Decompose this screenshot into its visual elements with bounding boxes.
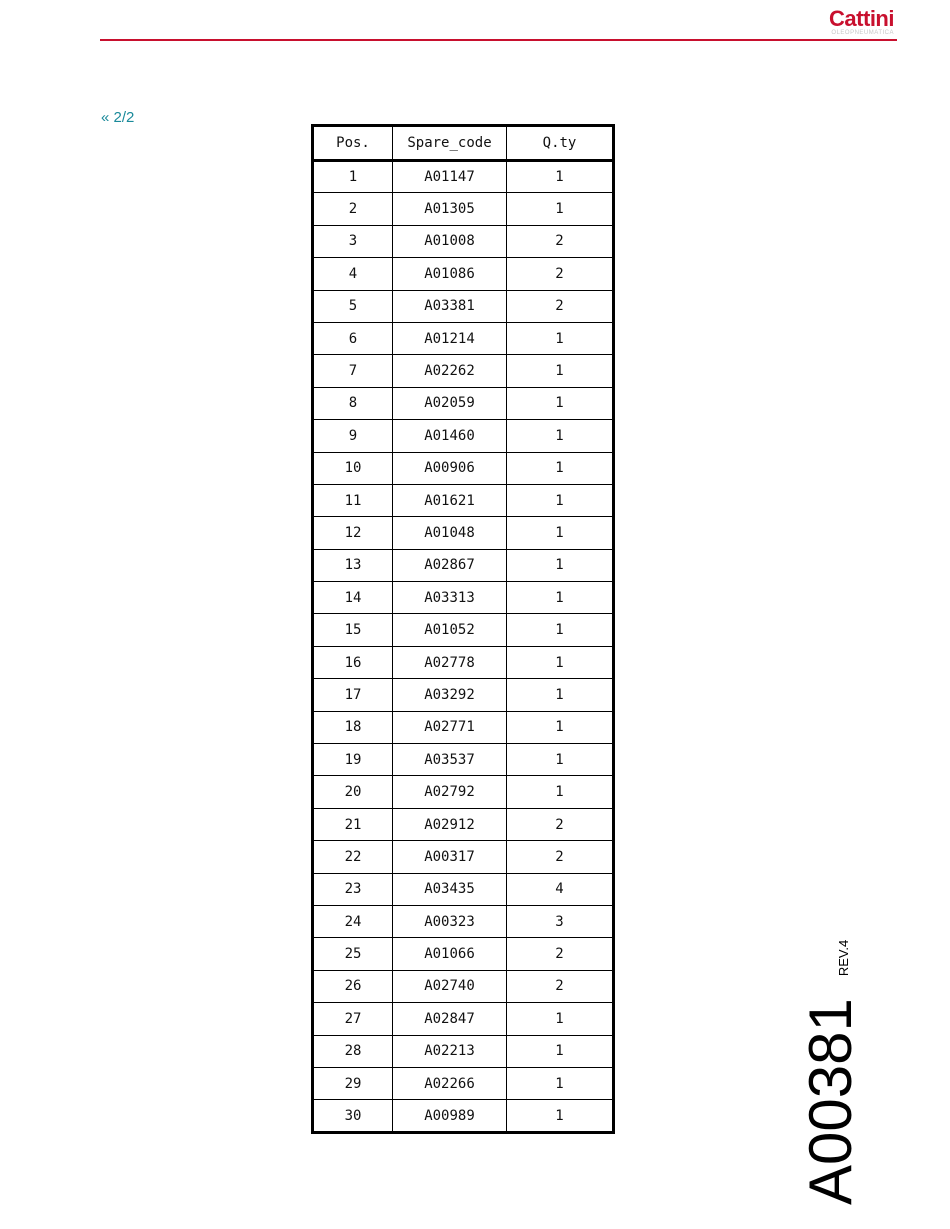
table-row	[313, 193, 614, 225]
cell-qty: 1	[507, 646, 614, 678]
cell-pos: 19	[313, 744, 393, 776]
cell-spare-code: A01305	[393, 193, 507, 225]
table-row	[313, 841, 614, 873]
cell-spare-code: A00317	[393, 841, 507, 873]
cell-pos: 13	[313, 549, 393, 581]
cell-spare-code: A02213	[393, 1035, 507, 1067]
table-row	[313, 614, 614, 646]
cell-pos: 20	[313, 776, 393, 808]
table-row	[313, 808, 614, 840]
cell-spare-code: A01052	[393, 614, 507, 646]
table-row	[313, 582, 614, 614]
cell-qty: 1	[507, 193, 614, 225]
table-body	[313, 161, 614, 1133]
cell-pos: 1	[313, 161, 393, 193]
cell-spare-code: A01147	[393, 161, 507, 193]
table-row	[313, 776, 614, 808]
cell-spare-code: A02778	[393, 646, 507, 678]
header-pos: Pos.	[313, 126, 393, 161]
cell-pos: 30	[313, 1100, 393, 1132]
logo-subtitle: OLEOPNEUMATICA	[831, 30, 894, 36]
table-row	[313, 646, 614, 678]
table-row	[313, 355, 614, 387]
table-row	[313, 517, 614, 549]
table-row	[313, 744, 614, 776]
table-row	[313, 549, 614, 581]
cell-spare-code: A02266	[393, 1067, 507, 1099]
cell-qty: 1	[507, 614, 614, 646]
cell-pos: 6	[313, 322, 393, 354]
cell-spare-code: A00323	[393, 905, 507, 937]
cell-qty: 1	[507, 1100, 614, 1132]
table-row	[313, 161, 614, 193]
cell-pos: 2	[313, 193, 393, 225]
table-row	[313, 258, 614, 290]
cell-qty: 1	[507, 161, 614, 193]
cell-spare-code: A03537	[393, 744, 507, 776]
cell-qty: 1	[507, 1003, 614, 1035]
cell-qty: 4	[507, 873, 614, 905]
cell-pos: 5	[313, 290, 393, 322]
cell-pos: 15	[313, 614, 393, 646]
cell-qty: 2	[507, 938, 614, 970]
cell-spare-code: A01086	[393, 258, 507, 290]
cell-spare-code: A02847	[393, 1003, 507, 1035]
spare-parts-table	[311, 124, 615, 1134]
table-row	[313, 225, 614, 257]
cell-qty: 1	[507, 517, 614, 549]
table-row	[313, 1035, 614, 1067]
table-row	[313, 322, 614, 354]
cell-spare-code: A02059	[393, 387, 507, 419]
cell-spare-code: A03292	[393, 679, 507, 711]
cell-spare-code: A03435	[393, 873, 507, 905]
table-row	[313, 873, 614, 905]
cell-pos: 24	[313, 905, 393, 937]
cell-pos: 9	[313, 420, 393, 452]
cell-qty: 1	[507, 679, 614, 711]
cell-pos: 28	[313, 1035, 393, 1067]
table-row	[313, 711, 614, 743]
cell-qty: 2	[507, 970, 614, 1002]
cell-pos: 8	[313, 387, 393, 419]
table-row	[313, 290, 614, 322]
cell-qty: 2	[507, 225, 614, 257]
table-row	[313, 484, 614, 516]
cell-pos: 25	[313, 938, 393, 970]
cell-qty: 1	[507, 484, 614, 516]
cell-pos: 4	[313, 258, 393, 290]
table-row	[313, 970, 614, 1002]
cell-pos: 7	[313, 355, 393, 387]
cell-pos: 21	[313, 808, 393, 840]
cell-pos: 16	[313, 646, 393, 678]
cell-pos: 14	[313, 582, 393, 614]
logo-name: Cattini	[829, 6, 894, 31]
cell-spare-code: A02912	[393, 808, 507, 840]
document-code: A00381	[797, 998, 864, 1205]
cell-qty: 1	[507, 322, 614, 354]
header-qty: Q.ty	[507, 126, 614, 161]
cell-spare-code: A03381	[393, 290, 507, 322]
cell-spare-code: A01621	[393, 484, 507, 516]
cell-spare-code: A01214	[393, 322, 507, 354]
cell-qty: 3	[507, 905, 614, 937]
cell-qty: 2	[507, 258, 614, 290]
table-row	[313, 1067, 614, 1099]
cell-qty: 1	[507, 549, 614, 581]
cell-pos: 12	[313, 517, 393, 549]
cell-pos: 23	[313, 873, 393, 905]
cell-pos: 29	[313, 1067, 393, 1099]
cell-qty: 2	[507, 808, 614, 840]
header-spare-code: Spare_code	[393, 126, 507, 161]
cell-spare-code: A03313	[393, 582, 507, 614]
revision-label: REV.4	[836, 939, 851, 977]
cell-spare-code: A02740	[393, 970, 507, 1002]
cell-qty: 1	[507, 420, 614, 452]
cell-spare-code: A00906	[393, 452, 507, 484]
cell-pos: 17	[313, 679, 393, 711]
cell-pos: 10	[313, 452, 393, 484]
cell-qty: 1	[507, 355, 614, 387]
cattini-logo	[829, 8, 894, 37]
cell-qty: 2	[507, 841, 614, 873]
header-divider	[100, 39, 897, 41]
cell-pos: 3	[313, 225, 393, 257]
table-row	[313, 387, 614, 419]
cell-qty: 1	[507, 582, 614, 614]
table-row	[313, 1003, 614, 1035]
cell-qty: 2	[507, 290, 614, 322]
cell-qty: 1	[507, 1035, 614, 1067]
cell-spare-code: A01460	[393, 420, 507, 452]
table-row	[313, 452, 614, 484]
document-code-block	[797, 939, 864, 1205]
cell-pos: 22	[313, 841, 393, 873]
table-row	[313, 679, 614, 711]
cell-pos: 26	[313, 970, 393, 1002]
cell-qty: 1	[507, 776, 614, 808]
cell-qty: 1	[507, 744, 614, 776]
cell-spare-code: A00989	[393, 1100, 507, 1132]
cell-spare-code: A02867	[393, 549, 507, 581]
cell-spare-code: A02771	[393, 711, 507, 743]
cell-pos: 11	[313, 484, 393, 516]
cell-spare-code: A01048	[393, 517, 507, 549]
table-row	[313, 1100, 614, 1132]
previous-page-link[interactable]: « 2/2	[101, 109, 135, 126]
cell-pos: 27	[313, 1003, 393, 1035]
cell-spare-code: A02792	[393, 776, 507, 808]
cell-spare-code: A01008	[393, 225, 507, 257]
cell-spare-code: A02262	[393, 355, 507, 387]
table-row	[313, 938, 614, 970]
cell-spare-code: A01066	[393, 938, 507, 970]
table-row	[313, 905, 614, 937]
cell-qty: 1	[507, 711, 614, 743]
cell-qty: 1	[507, 387, 614, 419]
table-row	[313, 420, 614, 452]
table-header-row	[313, 126, 614, 161]
cell-qty: 1	[507, 1067, 614, 1099]
cell-qty: 1	[507, 452, 614, 484]
cell-pos: 18	[313, 711, 393, 743]
